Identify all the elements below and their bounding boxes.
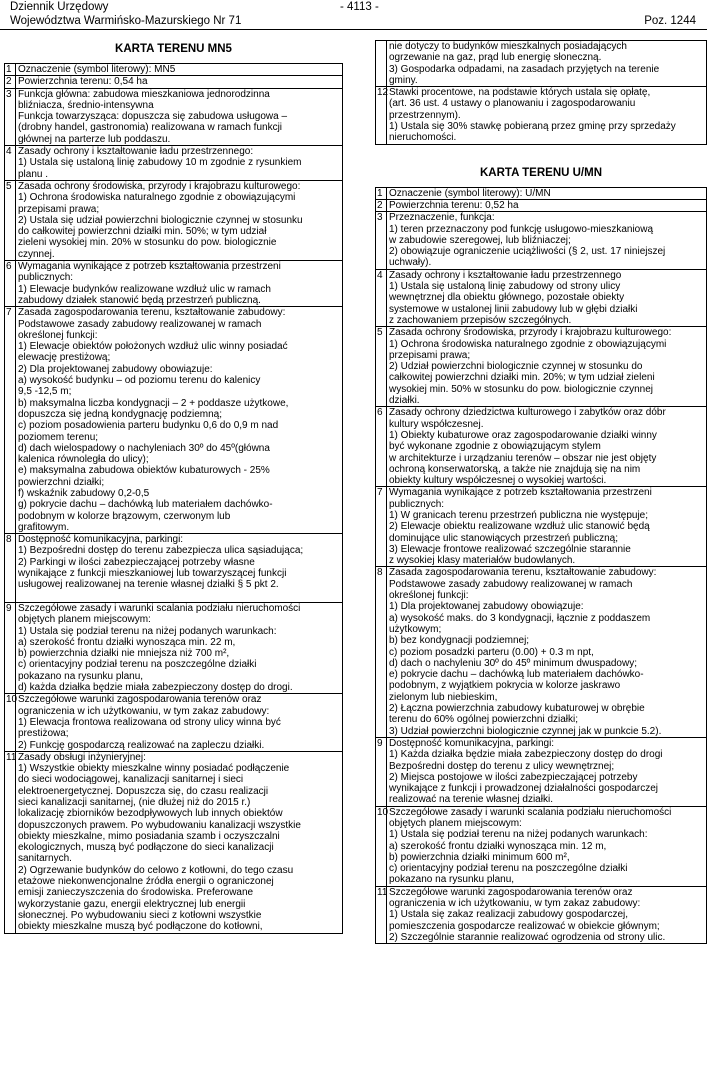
text-line: dopuszcza się jedną kondygnację podziemną; (18, 408, 223, 420)
text-line: 2) Elewacje obiektu realizowane wzdłuż ulic stanowić będą (389, 521, 650, 533)
text-line: d) każda działka będzie miała zabezpieczony dostęp do drogi. (18, 682, 293, 694)
text-line: określonej funkcji: (389, 590, 469, 602)
text-line: w architekturze i urządzaniu terenów – obszar nie jest objęty (389, 452, 657, 464)
table-row (376, 212, 707, 269)
text-line: Bezpośredni dostęp do terenu z ulicy wewnętrznej; (389, 760, 615, 772)
table-row (376, 886, 707, 943)
table-row (5, 307, 343, 534)
text-line: 2) obowiązuje ograniczenie uciążliwości (§ 2, ust. 17 niniejszej (389, 246, 666, 258)
row-content (16, 146, 343, 181)
row-content (16, 307, 343, 534)
text-line: publicznych: (18, 272, 74, 284)
text-line: d) dach wielospadowy o nachyleniach 30º do 45º(główna (18, 442, 270, 454)
page-header (10, 0, 696, 30)
text-line: 2) Miejsca postojowe w ilości zabezpieczającej potrzeby (389, 771, 638, 783)
text-line: objętych planem miejscowym: (18, 614, 151, 626)
text-line: bliźniacza, średnio-intensywna (18, 99, 154, 111)
text-line: 2) Ogrzewanie budynków do celowo z kotłowni, do tego czasu (18, 864, 294, 876)
text-line: podobnym, z wyjątkiem pokrycia w kolorze jaskrawo (389, 680, 621, 692)
text-line: Zasady ochrony dziedzictwa kulturowego i zabytków oraz dóbr (389, 407, 666, 419)
row-content (16, 88, 343, 145)
text-line: Dostępność komunikacyjna, parkingi: (18, 534, 184, 546)
text-line: gminy. (389, 74, 418, 86)
text-line: Przeznaczenie, funkcja: (389, 212, 495, 224)
row-number: 3 (376, 212, 387, 269)
text-line: do sieci wodociągowej, kanalizacji sanitarnej i sieci (18, 774, 244, 786)
row-content (387, 327, 707, 407)
text-line: 1) teren przeznaczony pod funkcję usługowo-mieszkaniową (389, 223, 654, 235)
text-line: Szczegółowe warunki zagospodarowania terenów oraz (18, 694, 262, 706)
text-line: b) powierzchnia działki nie mniejsza niż 700 m², (18, 648, 230, 660)
text-line: e) pokrycie dachu – dachówką lub materiałem dachówko- (389, 669, 644, 681)
row-number: 8 (376, 567, 387, 737)
table-row (376, 87, 707, 144)
text-line: b) bez kondygnacji podziemnej; (389, 635, 530, 647)
row-number: 3 (5, 88, 16, 145)
right-column (375, 40, 707, 944)
row-number: 11 (376, 886, 387, 943)
table-row (5, 88, 343, 145)
text-line: Oznaczenie (symbol literowy): MN5 (18, 64, 176, 75)
text-line: 1) Elewacje obiektów położonych wzdłuż ulic winny posiadać (18, 341, 288, 353)
row-number: 4 (5, 146, 16, 181)
text-line: Zasady ochrony i kształtowanie ładu przestrzennego: (18, 146, 254, 158)
text-line: Zasada ochrony środowiska, przyrody i krajobrazu kulturowego: (389, 327, 672, 339)
text-line: grafitowym. (18, 521, 70, 533)
row-number: 5 (376, 327, 387, 407)
text-line: kultury współczesnej. (389, 418, 484, 430)
text-line: 2) Szczególnie starannie realizować ogrodzenia od strony ulic. (389, 931, 666, 943)
text-line: 1) Ustala się zakaz realizacji zabudowy gospodarczej, (389, 909, 629, 921)
row-number: 9 (5, 602, 16, 693)
text-line: terenu do 60% ogólnej powierzchni działki; (389, 714, 579, 726)
text-line: 1) Elewacja frontowa realizowana od strony ulicy winna być (18, 716, 281, 728)
text-line: 2) Łączna powierzchnia zabudowy kubaturowej w obrębie (389, 703, 645, 715)
row-number: 1 (376, 187, 387, 199)
text-line: podobnym w kolorze brązowym, czerwonym lub (18, 510, 231, 522)
text-line: c) orientacyjny podział terenu na poszczególne działki (18, 659, 257, 671)
table-row (376, 269, 707, 326)
text-line: ograniczenia w ich użytkowaniu, w tym zakaz zabudowy: (18, 705, 270, 717)
text-line: g) pokrycie dachu – dachówką lub materiałem dachówko- (18, 499, 273, 511)
row-number: 5 (5, 180, 16, 260)
text-line: 1) Ustala się podział terenu na niżej podanych warunkach: (18, 625, 277, 637)
text-line: prestiżowa; (18, 728, 69, 740)
row-number: 2 (376, 199, 387, 211)
text-line: Zasady obsługi inżynieryjnej: (18, 751, 146, 763)
row-number: 7 (5, 307, 16, 534)
row-number: 2 (5, 76, 16, 88)
text-line: d) dach o nachyleniu 30º do 45º minimum dwuspadowy; (389, 657, 637, 669)
text-line: 2) Funkcję gospodarczą realizować na zapleczu działki. (18, 739, 265, 751)
text-line: obiekty mieszkalne, mimo posiadania szamb i oczyszczalni (18, 830, 280, 842)
text-line: lokalizację zbiorników bezodpływowych lub innych obiektów (18, 808, 283, 820)
text-line: ochroną konserwatorską, a także nie znajdują się na nim (389, 463, 641, 475)
text-line: ogrzewanie na gaz, prąd lub energię słoneczną. (389, 52, 602, 64)
text-line: zieleni wysokiej min. 20% w stosunku do pow. biologicznie (18, 237, 277, 249)
text-line: przepisami prawa; (389, 349, 471, 361)
text-line: Podstawowe zasady zabudowy realizowanej w ramach (18, 318, 262, 330)
row-number: 1 (5, 64, 16, 76)
row-content (387, 212, 707, 269)
table-row (5, 261, 343, 307)
text-line: 2) Ustala się udział powierzchni biologicznie czynnej w stosunku (18, 214, 303, 226)
table-row (5, 64, 343, 76)
text-line: Zasada zagospodarowania terenu, kształtowanie zabudowy: (389, 567, 657, 579)
text-line: objętych planem miejscowym: (389, 818, 522, 829)
text-line: 9,5 -12,5 m; (18, 386, 72, 398)
row-number: 4 (376, 269, 387, 326)
text-line: użytkowym; (389, 623, 442, 635)
text-line: powierzchni działki; (18, 476, 105, 488)
text-line: Zasady ochrony i kształtowanie ładu przestrzennego (389, 269, 622, 281)
text-line: 1) Ochrona środowiska naturalnego zgodnie z obowiązującymi (18, 192, 296, 204)
row-content (387, 187, 707, 199)
row-number: 12 (376, 87, 387, 144)
table-row (376, 567, 707, 737)
text-line: 3) Udział powierzchni biologicznie czynnej jak w punkcie 5.2). (389, 725, 662, 737)
row-content (387, 41, 707, 87)
table-row (5, 751, 343, 933)
row-number: 6 (376, 407, 387, 487)
text-line: pomieszczenia gospodarcze realizować w obiekcie głównym; (389, 920, 660, 932)
text-line: c) orientacyjny podział terenu na poszczególne działki (389, 863, 628, 875)
text-line (18, 591, 340, 602)
text-line: a) szerokość frontu działki wynosząca min. 12 m, (389, 840, 607, 852)
row-content (387, 567, 707, 737)
text-line: ekologicznych, muszą być podłączone do sieci kanalizacji (18, 842, 274, 854)
text-line: przestrzennym). (389, 109, 461, 121)
table-row (376, 327, 707, 407)
table-row (5, 76, 343, 88)
text-line: ograniczenia w ich użytkowaniu, w tym zakaz zabudowy: (389, 898, 641, 910)
text-line: publicznych: (389, 498, 445, 510)
table-row (5, 534, 343, 603)
text-line: 1) Ustala się ustaloną linię zabudowy 10 m zgodnie z rysunkiem (18, 157, 302, 169)
row-number: 7 (376, 487, 387, 567)
text-line: 1) Bezpośredni dostęp do terenu zabezpiecza ulica sąsiadująca; (18, 545, 304, 557)
text-line: Powierzchnia terenu: 0,54 ha (18, 76, 148, 88)
karta-umn-table (375, 187, 707, 945)
text-line: dopuszczonych prawem. Po wybudowaniu kanalizacji wszystkie (18, 819, 301, 831)
table-row (376, 41, 707, 87)
row-content (16, 534, 343, 603)
row-number: 8 (5, 534, 16, 603)
text-line: Zasada zagospodarowania terenu, kształtowanie zabudowy: (18, 307, 286, 319)
text-line: Oznaczenie (symbol literowy): U/MN (389, 187, 551, 199)
karta-umn-title: KARTA TERENU U/MN (479, 166, 603, 179)
text-line: Wymagania wynikające z potrzeb kształtowania przestrzeni (18, 261, 281, 273)
table-row (376, 737, 707, 806)
text-line: (drobny handel, gastronomia) realizowana w ramach funkcji (18, 122, 283, 134)
table-row (376, 806, 707, 886)
text-line: uchwały). (389, 257, 432, 269)
text-line: poziomem terenu; (18, 431, 99, 443)
journal-subtitle: Województwa Warmińsko-Mazurskiego Nr 71 (10, 15, 242, 27)
text-line: z wysokiej klasy materiałów budowlanych. (389, 555, 576, 567)
text-line: wewnętrznej dla obiektu głównego, pozostałe obiekty (389, 292, 625, 304)
journal-title: Dziennik Urzędowy (10, 1, 109, 13)
table-row (376, 187, 707, 199)
text-line: usługowej realizowanej na terenie własnej działki § 5 pkt 2. (18, 579, 279, 591)
karta-mn5-table (4, 63, 343, 934)
text-line: obiekty mieszkalne muszą być podłączone do kotłowni, (18, 921, 263, 933)
text-line: głównej na parterze lub poddaszu. (18, 133, 171, 145)
row-number: 11 (5, 751, 16, 933)
text-line: w zabudowie szeregowej, lub bliźniaczej; (389, 234, 571, 246)
row-content (16, 261, 343, 307)
row-number: 6 (5, 261, 16, 307)
text-line: Funkcja główna: zabudowa mieszkaniowa jednorodzinna (18, 88, 270, 100)
text-line: etażowe niekonwencjonalne źródła energii o ograniczonej (18, 876, 274, 888)
row-content (387, 806, 707, 886)
text-line: przepisami prawa; (18, 203, 100, 215)
table-row (376, 199, 707, 211)
table-row (5, 180, 343, 260)
table-row (5, 602, 343, 693)
text-line: sanitarnych. (18, 853, 72, 865)
text-line: e) maksymalna zabudowa obiektów kubaturowych - 25% (18, 465, 270, 477)
row-content (387, 87, 707, 144)
text-line: 3) Gospodarka odpadami, na zasadach przyjętych na terenie (389, 63, 660, 75)
text-line: emisji zanieczyszczenia do środowiska. Preferowane (18, 887, 254, 899)
text-line: słonecznej. Po wybudowaniu sieci z kotłowni wszystkie (18, 909, 262, 921)
text-line: obiekty kultury współczesnej o wysokiej wartości. (389, 475, 607, 487)
karta-mn5-title: KARTA TERENU MN5 (115, 43, 232, 55)
text-line: elektroenergetycznej. Dopuszcza się, do czasu realizacji (18, 785, 269, 797)
text-line: Funkcja towarzysząca: dopuszcza się zabudowa usługowa – (18, 111, 288, 123)
text-line: 1) Każda działka będzie miała zabezpieczony dostęp do drogi (389, 749, 663, 761)
row-content (387, 407, 707, 487)
text-line: systemowe w ustalonej linii zabudowy lub w głębi działki (389, 303, 638, 315)
text-line: wysokiej min. 50% w stosunku do pow. biologicznie czynnej (389, 383, 654, 395)
text-line: 1) Obiekty kubaturowe oraz zagospodarowanie działki winny (389, 429, 657, 441)
text-line: elewację prestiżową; (18, 352, 111, 364)
text-line: b) powierzchnia działki minimum 600 m², (389, 851, 570, 863)
text-line: 2) Parkingi w ilości zabezpieczającej potrzeby własne (18, 556, 255, 568)
row-content (16, 751, 343, 933)
text-line: Stawki procentowe, na podstawie których ustala się opłatę, (389, 87, 651, 99)
row-number: 9 (376, 737, 387, 806)
text-line: być wykonane zgodnie z obowiązującym stylem (389, 441, 601, 453)
row-content (16, 602, 343, 693)
row-number: 10 (376, 806, 387, 886)
text-line: zielonym lub niebieskim, (389, 691, 498, 703)
text-line: Szczegółowe zasady i warunki scalania podziału nieruchomości (389, 806, 672, 818)
text-line: 1) Ustala się podział terenu na niżej podanych warunkach: (389, 829, 648, 841)
header-divider (0, 29, 707, 30)
table-row (5, 146, 343, 181)
text-line: działki. (389, 395, 420, 407)
row-content (16, 694, 343, 751)
text-line: nieruchomości. (389, 132, 457, 144)
row-content (16, 76, 343, 88)
text-line: b) maksymalna liczba kondygnacji – 2 + poddasze użytkowe, (18, 397, 289, 409)
text-line: sieci kanalizacji sanitarnej, (nie dłużej niż do 2015 r.) (18, 797, 251, 808)
page-number: - 4113 - (340, 1, 379, 13)
text-line: c) poziom posadzki parteru (0.00) + 0.3 m npt, (389, 646, 594, 658)
row-number: 10 (5, 694, 16, 751)
table-row (376, 487, 707, 567)
text-line: Szczegółowe zasady i warunki scalania podziału nieruchomości (18, 602, 301, 614)
table-row (5, 694, 343, 751)
text-line: 1) Dla projektowanej zabudowy obowiązuje: (389, 601, 584, 613)
text-line: zabudowy działek stanowić będą przestrzeń publiczną. (18, 294, 261, 306)
text-line: nie dotyczy to budynków mieszkalnych posiadających (389, 41, 627, 52)
text-line: wynikające z funkcji mieszkaniowej lub towarzyszącej funkcji (18, 568, 287, 580)
text-line: a) szerokość frontu działki wynosząca min. 22 m, (18, 636, 236, 648)
text-line: planu . (18, 168, 49, 180)
text-line: 1) Wszystkie obiekty mieszkalne winny posiadać podłączenie (18, 763, 290, 775)
text-line: 1) Elewacje budynków realizowane wzdłuż ulic w ramach (18, 283, 271, 295)
text-line: Dostępność komunikacyjna, parkingi: (389, 737, 555, 749)
text-line: Szczegółowe warunki zagospodarowania terenów oraz (389, 886, 633, 898)
text-line: pokazano na rysunku planu, (18, 670, 144, 682)
text-line: czynnej. (18, 248, 55, 260)
text-line: wykorzystanie gazu, energii elektrycznej lub energii (18, 898, 246, 910)
text-line: Powierzchnia terenu: 0,52 ha (389, 199, 519, 211)
text-line: całkowitej powierzchni działki min. 20%; w tym udział zieleni (389, 372, 655, 384)
text-line: realizować na terenie własnej działki. (389, 794, 553, 806)
row-content (387, 199, 707, 211)
text-line: Zasada ochrony środowiska, przyrody i krajobrazu kulturowego: (18, 180, 301, 192)
text-line: f) wskaźnik zabudowy 0,2-0,5 (18, 487, 150, 499)
text-line: 2) Udział powierzchni biologicznie czynnej w stosunku do (389, 361, 643, 373)
text-line: 2) Dla projektowanej zabudowy obowiązuje: (18, 363, 213, 375)
row-number (376, 41, 387, 87)
text-line: (art. 36 ust. 4 ustawy o planowaniu i zagospodarowaniu (389, 98, 636, 110)
text-line: 3) Elewacje frontowe realizować szczególnie starannie (389, 543, 631, 555)
text-line: pokazano na rysunku planu, (389, 874, 515, 886)
row-content (16, 180, 343, 260)
continuation-table (375, 40, 707, 145)
text-line: a) wysokość maks. do 3 kondygnacji, łącznie z poddaszem (389, 612, 651, 624)
text-line: 1) Ustala się ustaloną linię zabudowy od strony ulicy (389, 281, 621, 293)
left-column (4, 35, 343, 934)
row-content (387, 886, 707, 943)
row-content (387, 737, 707, 806)
text-line: 1) Ustala się 30% stawkę pobieraną przez gminę przy sprzedaży (389, 121, 676, 133)
text-line: 1) W granicach terenu przestrzeń publiczna nie występuje; (389, 509, 649, 521)
position-number: Poz. 1244 (644, 15, 696, 27)
text-line: do całkowitej powierzchni działki min. 50%; w tym udział (18, 226, 267, 238)
text-line: c) poziom posadowienia parteru budynku 0,6 do 0,9 m nad (18, 420, 279, 432)
text-line: kalenica równoległa do ulicy); (18, 454, 149, 466)
text-line: określonej funkcji: (18, 329, 98, 341)
row-content (16, 64, 343, 76)
text-line: 1) Ochrona środowiska naturalnego zgodnie z obowiązującymi (389, 338, 667, 350)
table-row (376, 407, 707, 487)
text-line: dominujące ulic stanowiących przestrzeń publiczną; (389, 532, 619, 544)
row-content (387, 487, 707, 567)
text-line: Wymagania wynikające z potrzeb kształtowania przestrzeni (389, 487, 652, 499)
text-line: Podstawowe zasady zabudowy realizowanej w ramach (389, 578, 633, 590)
text-line: wynikające z funkcji i prowadzonej działalności gospodarczej (389, 783, 659, 795)
row-content (387, 269, 707, 326)
text-line: z zachowaniem przepisów szczegółnych. (389, 314, 572, 326)
text-line: a) wysokość budynku – od poziomu terenu do kalenicy (18, 375, 261, 387)
